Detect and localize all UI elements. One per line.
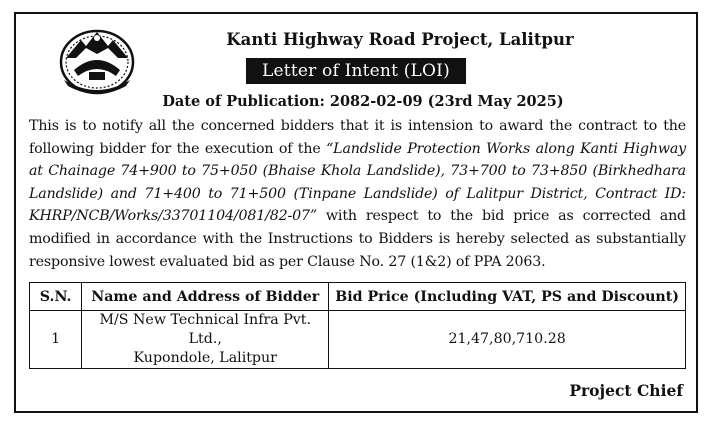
table-row [30,311,686,369]
project-description: “Landslide Protection Works along Kanti Highway at Chainage 74+900 to 75+050 (Bhaise Khola Landslide), 73+700 to 73+850 (Birkhedhara Landslide) and 71+400 to 71+500 (Tinpane Landslide) of Lalitpur District, Contract ID: KHRP/NCB/Works/33701104/081/82-07” [29,140,686,225]
bidder-table [29,282,686,369]
cell-bid-price: 21,47,80,710.28 [329,311,686,369]
notice-body [29,115,686,273]
body-intro: This is to notify all the concerned bidders that it is intension to award the contract to the following bidder for the execution of the [29,118,686,157]
body-outro: with respect to the bid price as corrected and modified in accordance with the Instructions to Bidders is hereby selected as substantially responsive lowest evaluated bid as per Clause No. 27 (1&2) of PPA 2063. [29,208,686,270]
publication-date: Date of Publication: 2082-02-09 (23rd May 2025) [162,93,564,110]
notice-title: Letter of Intent (LOI) [246,58,466,84]
bidder-name: M/S New Technical Infra Pvt. Ltd., [99,312,311,347]
cell-sn: 1 [30,311,82,369]
organization-name: Kanti Highway Road Project, Lalitpur [226,30,574,49]
table-header-row [30,283,686,311]
cell-bidder [82,311,329,369]
column-header-bid-price: Bid Price (Including VAT, PS and Discount) [329,283,686,311]
column-header-sn: S.N. [30,283,82,311]
nepal-government-emblem-icon [56,24,138,96]
column-header-bidder: Name and Address of Bidder [82,283,329,311]
signature-title: Project Chief [569,381,683,400]
bidder-address: Kupondole, Lalitpur [133,350,277,366]
